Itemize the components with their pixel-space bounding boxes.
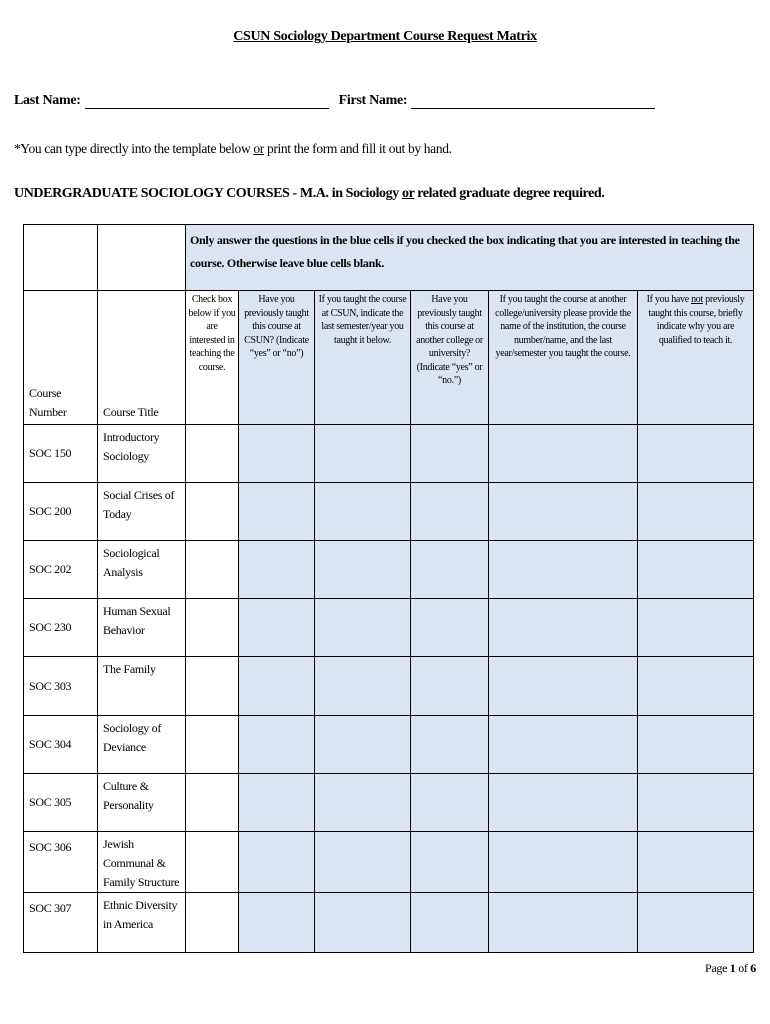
course-row xyxy=(24,893,754,953)
taught-elsewhere-cell[interactable] xyxy=(411,541,489,599)
taught-at-csun-cell[interactable] xyxy=(239,483,315,541)
course-rows xyxy=(24,425,754,953)
taught-at-csun-cell[interactable] xyxy=(239,657,315,716)
qualification-prefix: If you have xyxy=(646,294,692,305)
taught-elsewhere-cell[interactable] xyxy=(411,599,489,657)
last-semester-csun-cell[interactable] xyxy=(315,599,411,657)
page-of: of xyxy=(735,961,751,975)
taught-at-csun-cell[interactable] xyxy=(239,893,315,953)
course-row xyxy=(24,832,754,893)
qualification-cell[interactable] xyxy=(638,774,754,832)
first-name-field[interactable] xyxy=(411,94,655,109)
taught-elsewhere-cell[interactable] xyxy=(411,893,489,953)
course-row xyxy=(24,541,754,599)
qualification-cell[interactable] xyxy=(638,657,754,716)
other-institution-cell[interactable] xyxy=(489,893,638,953)
banner-row xyxy=(24,225,754,291)
check-box-header: Check box below if you are interested in teaching the course. xyxy=(186,291,239,425)
note-prefix: *You can type directly into the template below xyxy=(14,141,254,156)
interest-checkbox-cell[interactable] xyxy=(186,657,239,716)
other-institution-cell[interactable] xyxy=(489,716,638,774)
qualification-cell[interactable] xyxy=(638,483,754,541)
interest-checkbox-cell[interactable] xyxy=(186,425,239,483)
blue-cell-instructions: Only answer the questions in the blue cells if you checked the box indicating that you are interested in teaching the course. Otherwise leave blue cells blank. xyxy=(186,225,754,291)
page-number xyxy=(705,961,756,976)
page-prefix: Page xyxy=(704,961,730,975)
section-heading xyxy=(14,186,604,202)
page-total: 6 xyxy=(750,961,756,975)
qualification-header xyxy=(638,291,754,425)
interest-checkbox-cell[interactable] xyxy=(186,774,239,832)
course-number: SOC 230 xyxy=(24,599,98,657)
taught-at-csun-cell[interactable] xyxy=(239,541,315,599)
qualification-cell[interactable] xyxy=(638,599,754,657)
course-row xyxy=(24,774,754,832)
interest-checkbox-cell[interactable] xyxy=(186,483,239,541)
first-name-label: First Name: xyxy=(338,93,408,108)
last-semester-csun-cell[interactable] xyxy=(315,657,411,716)
interest-checkbox-cell[interactable] xyxy=(186,832,239,893)
last-semester-csun-cell[interactable] xyxy=(315,425,411,483)
last-name-field[interactable] xyxy=(85,94,329,109)
taught-at-csun-header: Have you previously taught this course at CSUN? (Indicate “yes” or “no”) xyxy=(239,291,315,425)
course-row xyxy=(24,599,754,657)
other-institution-cell[interactable] xyxy=(489,483,638,541)
qualification-cell[interactable] xyxy=(638,541,754,599)
note-or: or xyxy=(253,141,264,156)
taught-at-csun-cell[interactable] xyxy=(239,716,315,774)
page-current: 1 xyxy=(729,961,736,975)
course-row xyxy=(24,425,754,483)
course-number: SOC 306 xyxy=(24,832,98,893)
other-institution-cell[interactable] xyxy=(489,425,638,483)
heading-or: or xyxy=(401,186,415,201)
last-name-label: Last Name: xyxy=(14,93,81,108)
course-title: Introductory Sociology xyxy=(98,425,186,483)
course-number: SOC 200 xyxy=(24,483,98,541)
note-suffix: print the form and fill it out by hand. xyxy=(263,141,452,156)
taught-at-csun-cell[interactable] xyxy=(239,832,315,893)
interest-checkbox-cell[interactable] xyxy=(186,893,239,953)
qualification-suffix: previously taught this course, briefly indicate why you are qualified to teach it. xyxy=(648,294,745,346)
heading-prefix: UNDERGRADUATE SOCIOLOGY COURSES - M.A. in Sociology xyxy=(14,186,402,201)
taught-elsewhere-header: Have you previously taught this course at another college or university? (Indicate “yes” or “no.”) xyxy=(411,291,489,425)
name-row xyxy=(14,93,655,109)
last-semester-csun-cell[interactable] xyxy=(315,541,411,599)
last-semester-csun-cell[interactable] xyxy=(315,483,411,541)
course-title-header: Course Title xyxy=(98,291,186,425)
course-title: Jewish Communal & Family Structure xyxy=(98,832,186,893)
taught-elsewhere-cell[interactable] xyxy=(411,425,489,483)
other-institution-cell[interactable] xyxy=(489,599,638,657)
taught-at-csun-cell[interactable] xyxy=(239,599,315,657)
page-title: CSUN Sociology Department Course Request Matrix xyxy=(233,29,537,44)
taught-elsewhere-cell[interactable] xyxy=(411,716,489,774)
empty-header-cell xyxy=(98,225,186,291)
other-institution-cell[interactable] xyxy=(489,541,638,599)
course-title: Culture & Personality xyxy=(98,774,186,832)
course-number: SOC 307 xyxy=(24,893,98,953)
course-title: Social Crises of Today xyxy=(98,483,186,541)
course-request-table xyxy=(23,224,754,953)
taught-elsewhere-cell[interactable] xyxy=(411,774,489,832)
course-number: SOC 202 xyxy=(24,541,98,599)
other-institution-cell[interactable] xyxy=(489,832,638,893)
course-number-header: Course Number xyxy=(24,291,98,425)
course-row xyxy=(24,657,754,716)
taught-elsewhere-cell[interactable] xyxy=(411,657,489,716)
course-row xyxy=(24,483,754,541)
course-title: Ethnic Diversity in America xyxy=(98,893,186,953)
qualification-cell[interactable] xyxy=(638,893,754,953)
course-title: Human Sexual Behavior xyxy=(98,599,186,657)
course-number: SOC 304 xyxy=(24,716,98,774)
empty-header-cell xyxy=(24,225,98,291)
course-title: Sociological Analysis xyxy=(98,541,186,599)
taught-elsewhere-cell[interactable] xyxy=(411,832,489,893)
course-title: The Family xyxy=(98,657,186,716)
last-semester-csun-cell[interactable] xyxy=(315,893,411,953)
interest-checkbox-cell[interactable] xyxy=(186,716,239,774)
qualification-cell[interactable] xyxy=(638,425,754,483)
last-semester-csun-header: If you taught the course at CSUN, indicate the last semester/year you taught it below. xyxy=(315,291,411,425)
other-institution-cell[interactable] xyxy=(489,657,638,716)
last-semester-csun-cell[interactable] xyxy=(315,832,411,893)
taught-at-csun-cell[interactable] xyxy=(239,774,315,832)
course-number: SOC 303 xyxy=(24,657,98,716)
course-number: SOC 305 xyxy=(24,774,98,832)
course-title: Sociology of Deviance xyxy=(98,716,186,774)
qualification-not: not xyxy=(691,294,703,305)
last-semester-csun-cell[interactable] xyxy=(315,774,411,832)
other-institution-cell[interactable] xyxy=(489,774,638,832)
taught-at-csun-cell[interactable] xyxy=(239,425,315,483)
interest-checkbox-cell[interactable] xyxy=(186,541,239,599)
qualification-cell[interactable] xyxy=(638,716,754,774)
last-semester-csun-cell[interactable] xyxy=(315,716,411,774)
qualification-cell[interactable] xyxy=(638,832,754,893)
course-number: SOC 150 xyxy=(24,425,98,483)
column-header-row xyxy=(24,291,754,425)
instruction-note xyxy=(14,141,452,157)
interest-checkbox-cell[interactable] xyxy=(186,599,239,657)
other-institution-header: If you taught the course at another college/university please provide the name of the institution, the course number/name, and the last year/semester you taught the course. xyxy=(489,291,638,425)
course-row xyxy=(24,716,754,774)
taught-elsewhere-cell[interactable] xyxy=(411,483,489,541)
heading-suffix: related graduate degree required. xyxy=(414,186,605,201)
